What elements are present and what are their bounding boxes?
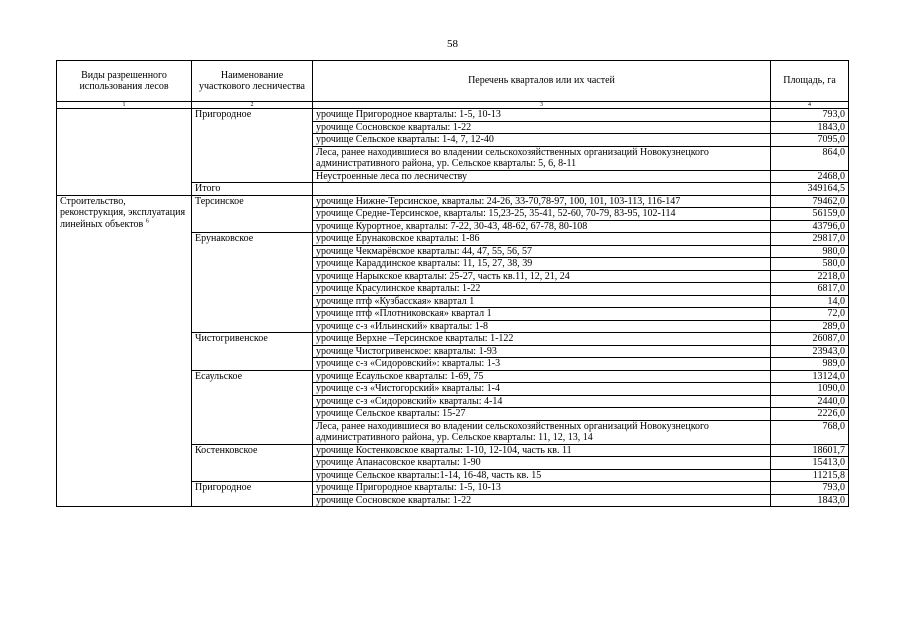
table-row [57, 109, 849, 122]
quarters-cell: урочище Апанасовское кварталы: 1-90 [313, 457, 771, 470]
quarters-cell: урочище с-з «Сидоровский»: кварталы: 1-3 [313, 358, 771, 371]
column-index: 3 [313, 102, 771, 109]
quarters-cell: урочище птф «Плотниковская» квартал 1 [313, 308, 771, 321]
header-usage: Виды разрешенного использования лесов [57, 61, 192, 102]
footnote-marker: 6 [145, 218, 149, 225]
area-cell: 23943,0 [771, 345, 849, 358]
page-number: 58 [447, 38, 458, 50]
quarters-cell: урочище с-з «Чистогорский» кварталы: 1-4 [313, 383, 771, 396]
header-forestry: Наименование участкового лесничества [192, 61, 313, 102]
area-cell: 14,0 [771, 295, 849, 308]
forestry-name: Терсинское [192, 195, 313, 233]
quarters-cell: урочище Сельское кварталы: 1-4, 7, 12-40 [313, 134, 771, 147]
forestry-name: Пригородное [192, 109, 313, 183]
area-cell: 793,0 [771, 482, 849, 495]
total-spacer [313, 183, 771, 196]
quarters-cell: урочище птф «Кузбасская» квартал 1 [313, 295, 771, 308]
quarters-cell: урочище Пригородное кварталы: 1-5, 10-13 [313, 482, 771, 495]
usage-type-cell [57, 195, 192, 507]
column-index: 2 [192, 102, 313, 109]
area-cell: 79462,0 [771, 195, 849, 208]
quarters-cell: урочище с-з «Сидоровский» кварталы: 4-14 [313, 395, 771, 408]
area-cell: 56159,0 [771, 208, 849, 221]
forestry-name: Пригородное [192, 482, 313, 507]
header-area: Площадь, га [771, 61, 849, 102]
header-quarters: Перечень кварталов или их частей [313, 61, 771, 102]
quarters-cell: Неустроенные леса по лесничеству [313, 170, 771, 183]
quarters-cell: урочище Пригородное кварталы: 1-5, 10-13 [313, 109, 771, 122]
quarters-cell: Леса, ранее находившиеся во владении сельскохозяйственных организаций Новокузнецкого административного района, ур. Сельское кварталы: 11, 12, 13, 14 [313, 420, 771, 444]
area-cell: 2440,0 [771, 395, 849, 408]
quarters-cell: урочище с-з «Ильинский» кварталы: 1-8 [313, 320, 771, 333]
area-cell: 864,0 [771, 146, 849, 170]
usage-empty-cell [57, 109, 192, 196]
total-value: 349164,5 [771, 183, 849, 196]
area-cell: 13124,0 [771, 370, 849, 383]
column-index: 1 [57, 102, 192, 109]
column-index: 4 [771, 102, 849, 109]
quarters-cell: урочище Чистогривенское: кварталы: 1-93 [313, 345, 771, 358]
quarters-cell: урочище Верхне –Терсинское кварталы: 1-122 [313, 333, 771, 346]
area-cell: 43796,0 [771, 220, 849, 233]
area-cell: 1843,0 [771, 494, 849, 507]
forestry-name: Костенковское [192, 444, 313, 482]
area-cell: 26087,0 [771, 333, 849, 346]
quarters-cell: урочище Нарыкское кварталы: 25-27, часть кв.11, 12, 21, 24 [313, 270, 771, 283]
forestry-name: Чистогривенское [192, 333, 313, 371]
area-cell: 15413,0 [771, 457, 849, 470]
quarters-cell: урочище Сосновское кварталы: 1-22 [313, 121, 771, 134]
area-cell: 2226,0 [771, 408, 849, 421]
quarters-cell: урочище Сельское кварталы: 15-27 [313, 408, 771, 421]
quarters-cell: урочище Чекмарёвское кварталы: 44, 47, 55, 56, 57 [313, 245, 771, 258]
area-cell: 768,0 [771, 420, 849, 444]
area-cell: 29817,0 [771, 233, 849, 246]
area-cell: 793,0 [771, 109, 849, 122]
quarters-cell: урочище Ерунаковское кварталы: 1-86 [313, 233, 771, 246]
area-cell: 580,0 [771, 258, 849, 271]
header-row [57, 61, 849, 102]
area-cell: 1090,0 [771, 383, 849, 396]
area-cell: 7095,0 [771, 134, 849, 147]
area-cell: 289,0 [771, 320, 849, 333]
quarters-cell: Леса, ранее находившиеся во владении сельскохозяйственных организаций Новокузнецкого административного района, ур. Сельское кварталы: 5, 6, 8-11 [313, 146, 771, 170]
area-cell: 2218,0 [771, 270, 849, 283]
forest-quarters-table [56, 60, 849, 507]
quarters-cell: урочище Костенковское кварталы: 1-10, 12-104, часть кв. 11 [313, 444, 771, 457]
table-row [57, 195, 849, 208]
usage-type: Строительство, реконструкция, эксплуатация линейных объектов [60, 195, 186, 230]
area-cell: 980,0 [771, 245, 849, 258]
quarters-cell: урочище Сельское кварталы:1-14, 16-48, часть кв. 15 [313, 469, 771, 482]
quarters-cell: урочище Есаульское кварталы: 1-69, 75 [313, 370, 771, 383]
total-label: Итого [192, 183, 313, 196]
quarters-cell: урочище Красулинское кварталы: 1-22 [313, 283, 771, 296]
quarters-cell: урочище Сосновское кварталы: 1-22 [313, 494, 771, 507]
quarters-cell: урочище Средне-Терсинское, кварталы: 15,23-25, 35-41, 52-60, 70-79, 83-95, 102-114 [313, 208, 771, 221]
quarters-cell: урочище Караддинское кварталы: 11, 15, 27, 38, 39 [313, 258, 771, 271]
area-cell: 11215,8 [771, 469, 849, 482]
area-cell: 18601,7 [771, 444, 849, 457]
quarters-cell: урочище Курортное, кварталы: 7-22, 30-43, 48-62, 67-78, 80-108 [313, 220, 771, 233]
area-cell: 72,0 [771, 308, 849, 321]
area-cell: 2468,0 [771, 170, 849, 183]
forestry-name: Есаульское [192, 370, 313, 444]
area-cell: 1843,0 [771, 121, 849, 134]
area-cell: 6817,0 [771, 283, 849, 296]
quarters-cell: урочище Нижне-Терсинское, кварталы: 24-26, 33-70,78-97, 100, 101, 103-113, 116-147 [313, 195, 771, 208]
forestry-name: Ерунаковское [192, 233, 313, 333]
area-cell: 989,0 [771, 358, 849, 371]
column-index-row [57, 102, 849, 109]
